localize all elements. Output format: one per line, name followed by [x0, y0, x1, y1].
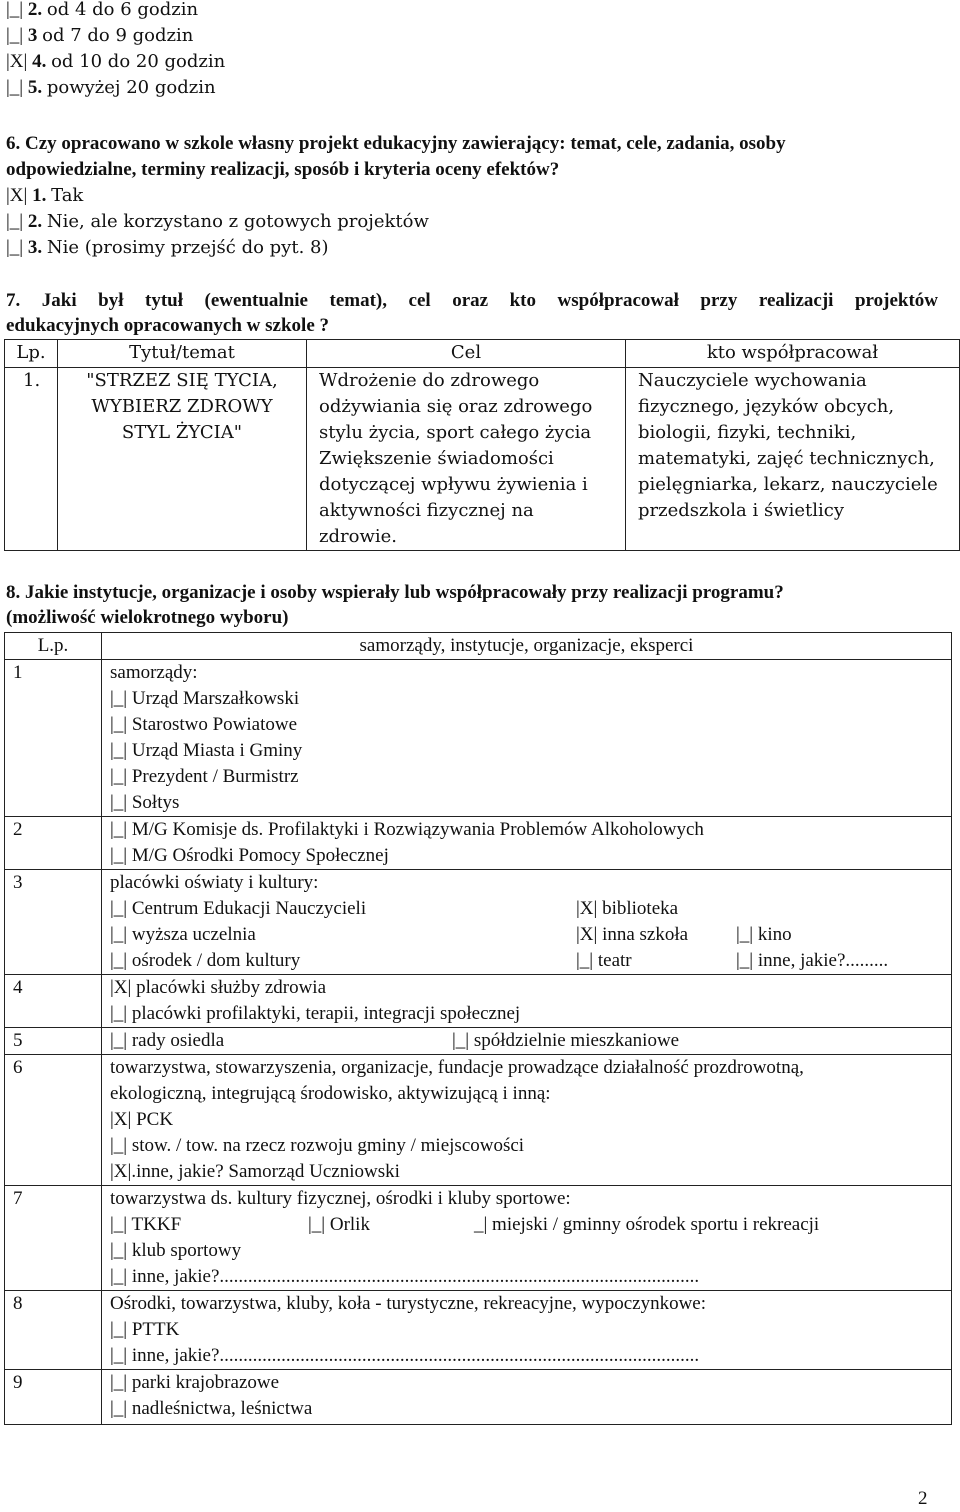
q8-text-line1: 8. Jakie instytucje, organizacje i osoby wspierały lub współpracowały przy realizacji programu? [6, 582, 784, 603]
q7-header-goal: Cel [307, 340, 626, 368]
q7-row-goal: Wdrożenie do zdrowego odżywiania się oraz zdrowego stylu życia, sport całego życia Zwiększenie świadomości dotyczącej wpływu żywienia i aktywności fizycznej na zdrowie. [307, 368, 626, 551]
q7-row-lp: 1. [5, 368, 58, 551]
q7-header-lp: Lp. [5, 340, 58, 368]
q5-option-2: |_| 2. od 4 do 6 godzin [6, 0, 199, 20]
q6-text-line1: 6. Czy opracowano w szkole własny projekt edukacyjny zawierający: temat, cele, zadania, osoby [6, 133, 786, 154]
q7-text-line1: 7. Jaki był tytuł (ewentualnie temat), cel oraz kto współpracował przy realizacji projektów [6, 290, 938, 311]
q8-row-8-num: 8 [5, 1291, 102, 1370]
q8-row-8-content: Ośrodki, towarzystwa, kluby, koła - turystyczne, rekreacyjne, wypoczynkowe: |_| PTTK |_| inne, jakie?..................................................................................................... [102, 1291, 952, 1370]
q7-row-who: Nauczyciele wychowania fizycznego, języków obcych, biologii, fizyki, techniki, matematyki, zajęć technicznych, pielęgniarka, lekarz, nauczyciele przedszkola i świetlicy [626, 368, 960, 551]
q7-header-title: Tytuł/temat [58, 340, 307, 368]
q5-option-3: |_| 3 od 7 do 9 godzin [6, 25, 194, 46]
q8-row-2-content: |_| M/G Komisje ds. Profilaktyki i Rozwiązywania Problemów Alkoholowych |_| M/G Ośrodki Pomocy Społecznej [102, 817, 952, 870]
q8-row-3-content: placówki oświaty i kultury: |_| Centrum Edukacji Nauczycieli |X| biblioteka |_| wyższa uczelnia |X| inna szkoła |_| kino |_| ośrodek / dom kultury |_| teatr |_| inne, jakie?......... [102, 870, 952, 975]
q5-option-4: |X| 4. od 10 do 20 godzin [6, 51, 226, 72]
q8-row-5-content: |_| rady osiedla |_| spółdzielnie mieszkaniowe [102, 1028, 952, 1055]
q8-row-3-num: 3 [5, 870, 102, 975]
q8-row-6-content: towarzystwa, stowarzyszenia, organizacje, fundacje prowadzące działalność prozdrowotną, ekologiczną, integrującą środowisko, aktywizującą i inną: |X| PCK |_| stow. / tow. na rzecz rozwoju gminy / miejscowości |X|.inne, jakie? Samorząd Uczniowski [102, 1055, 952, 1186]
q6-option-1: |X| 1. Tak [6, 185, 84, 206]
q8-row-4-content: |X| placówki służby zdrowia |_| placówki profilaktyki, terapii, integracji społecznej [102, 975, 952, 1028]
q8-header-lp: L.p. [5, 633, 102, 660]
q7-text-line2: edukacyjnych opracowanych w szkole ? [6, 315, 330, 336]
q6-option-2: |_| 2. Nie, ale korzystano z gotowych projektów [6, 211, 429, 232]
q8-header-category: samorządy, instytucje, organizacje, eksperci [102, 633, 952, 660]
q8-text-line2: (możliwość wielokrotnego wyboru) [6, 607, 289, 628]
q5-option-5: |_| 5. powyżej 20 godzin [6, 77, 216, 98]
q7-row-title: "STRZEZ SIĘ TYCIA, WYBIERZ ZDROWY STYL ŻYCIA" [58, 368, 307, 551]
q8-row-2-num: 2 [5, 817, 102, 870]
q8-row-5-num: 5 [5, 1028, 102, 1055]
page-number: 2 [918, 1488, 928, 1509]
q6-option-3: |_| 3. Nie (prosimy przejść do pyt. 8) [6, 237, 329, 258]
q8-row-4-num: 4 [5, 975, 102, 1028]
q8-row-1-content: samorządy: |_| Urząd Marszałkowski |_| Starostwo Powiatowe |_| Urząd Miasta i Gminy |_| Prezydent / Burmistrz |_| Sołtys [102, 660, 952, 817]
q8-row-7-content: towarzystwa ds. kultury fizycznej, ośrodki i kluby sportowe: |_| TKKF |_| Orlik _| miejski / gminny ośrodek sportu i rekreacji |_| klub sportowy |_| inne, jakie?..................................................................................................... [102, 1186, 952, 1291]
q8-row-9-num: 9 [5, 1370, 102, 1425]
q6-text-line2: odpowiedzialne, terminy realizacji, sposób i kryteria oceny efektów? [6, 159, 560, 180]
q8-table [4, 632, 952, 1425]
q8-row-6-num: 6 [5, 1055, 102, 1186]
q7-table [4, 339, 960, 551]
q8-row-7-num: 7 [5, 1186, 102, 1291]
q8-row-1-num: 1 [5, 660, 102, 817]
q7-header-who: kto współpracował [626, 340, 960, 368]
q8-row-9-content: |_| parki krajobrazowe |_| nadleśnictwa, leśnictwa [102, 1370, 952, 1425]
